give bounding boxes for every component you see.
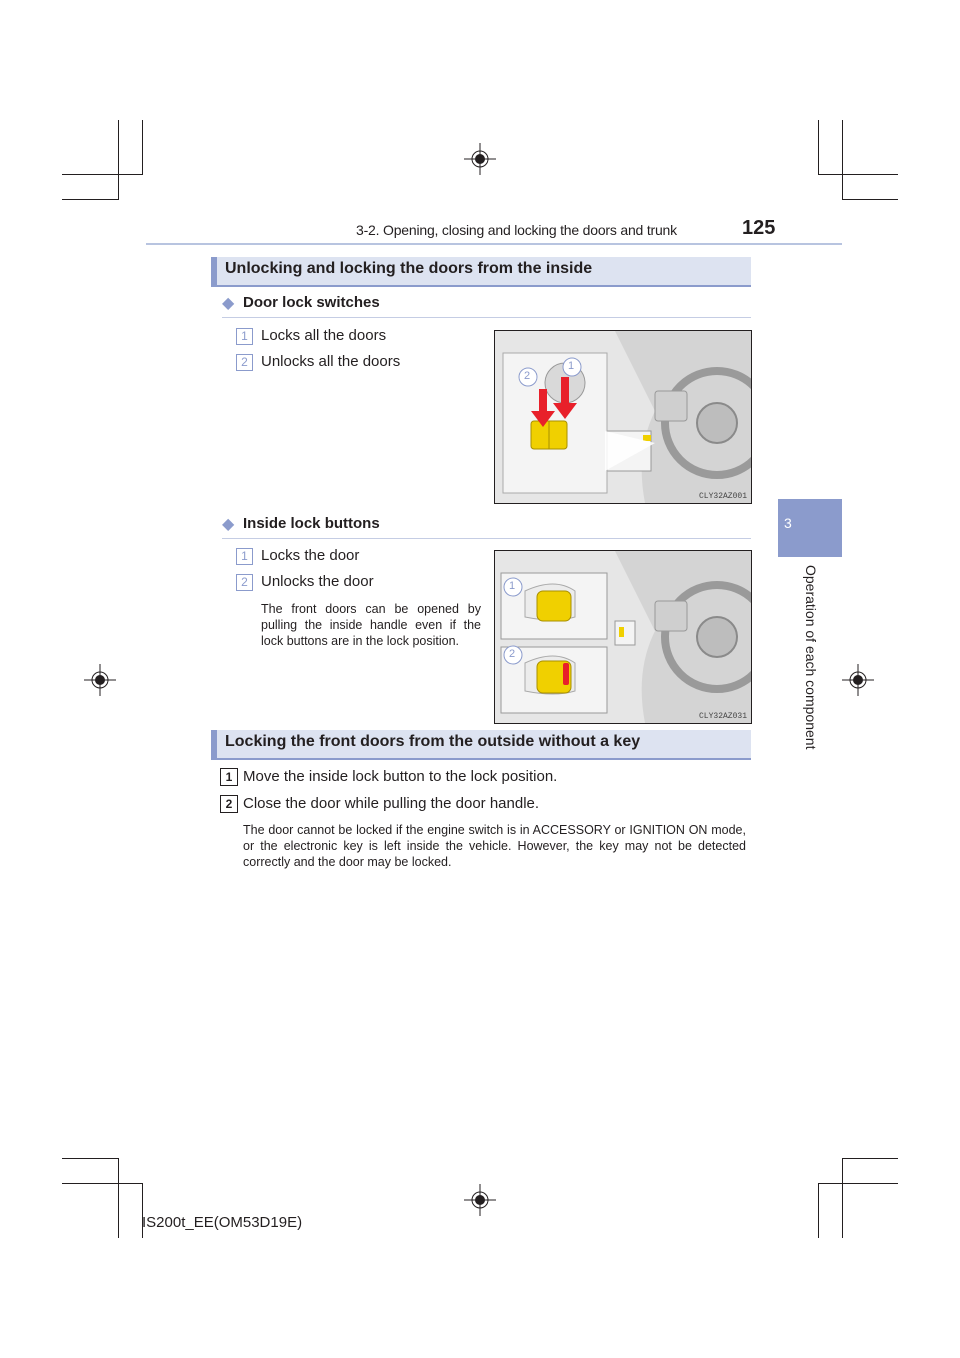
header-rule (146, 243, 842, 245)
callout-number: 1 (236, 328, 253, 345)
crop-mark (62, 1183, 142, 1184)
step-number: 2 (220, 795, 238, 813)
list-item: Unlocks the door (261, 573, 374, 590)
diamond-icon: ◆ (222, 516, 235, 533)
running-header: 3-2. Opening, closing and locking the doors and trunk (356, 222, 677, 238)
callout-number: 1 (236, 548, 253, 565)
figure-callout: 1 (568, 360, 575, 372)
section-heading (211, 730, 751, 760)
chapter-number: 3 (784, 515, 792, 531)
list-item: Unlocks all the doors (261, 353, 401, 370)
section-title: Locking the front doors from the outside without a key (225, 733, 641, 750)
registration-mark-icon (464, 143, 496, 175)
figure-code: CLY32AZ001 (698, 492, 747, 501)
section-heading (211, 257, 751, 287)
step-number: 1 (220, 768, 238, 786)
crop-mark (818, 1183, 819, 1238)
figure-code: CLY32AZ031 (698, 712, 747, 721)
callout-number: 2 (236, 354, 253, 371)
crop-mark (842, 1158, 898, 1159)
door-lock-switch-illustration (494, 330, 752, 504)
section-stripe (211, 257, 217, 287)
section-stripe (211, 730, 217, 760)
inside-lock-button-drawing (495, 551, 751, 723)
subheading-title: Inside lock buttons (243, 515, 380, 532)
crop-mark (818, 174, 898, 175)
step-text: Move the inside lock button to the lock position. (243, 768, 558, 785)
crop-mark (62, 1158, 119, 1159)
crop-mark (62, 199, 119, 200)
registration-mark-icon (464, 1184, 496, 1216)
subheading (222, 293, 751, 318)
crop-mark (62, 174, 142, 175)
diamond-icon: ◆ (222, 295, 235, 312)
chapter-title: Operation of each component (803, 565, 819, 750)
figure-callout: 2 (509, 648, 516, 660)
crop-mark (118, 120, 119, 200)
step-text: Close the door while pulling the door handle. (243, 795, 540, 812)
chapter-tab (778, 499, 842, 557)
crop-mark (842, 199, 898, 200)
crop-mark (842, 120, 843, 200)
crop-mark (818, 120, 819, 175)
note-text: The door cannot be locked if the engine switch is in ACCESSORY or IGNITION ON mode, or the electronic key is left inside the vehicle. However, the key may not be detected correctly and the door may be locked. (243, 823, 746, 869)
model-code: IS200t_EE(OM53D19E) (142, 1214, 303, 1231)
inside-lock-button-illustration (494, 550, 752, 724)
list-item: Locks the door (261, 547, 360, 564)
callout-number: 2 (236, 574, 253, 591)
crop-mark (842, 1158, 843, 1238)
registration-mark-icon (84, 664, 116, 696)
crop-mark (142, 120, 143, 175)
crop-mark (118, 1158, 119, 1238)
section-title: Unlocking and locking the doors from the inside (225, 260, 593, 277)
door-lock-switch-drawing (495, 331, 751, 503)
figure-callout: 1 (509, 580, 516, 592)
list-item: Locks all the doors (261, 327, 387, 344)
page-number: 125 (742, 217, 776, 239)
note-text: The front doors can be opened by pulling the inside handle even if the lock buttons are in the lock position. (261, 602, 481, 648)
figure-callout: 2 (524, 370, 531, 382)
registration-mark-icon (842, 664, 874, 696)
subheading (222, 514, 751, 539)
subheading-title: Door lock switches (243, 294, 380, 311)
crop-mark (818, 1183, 898, 1184)
